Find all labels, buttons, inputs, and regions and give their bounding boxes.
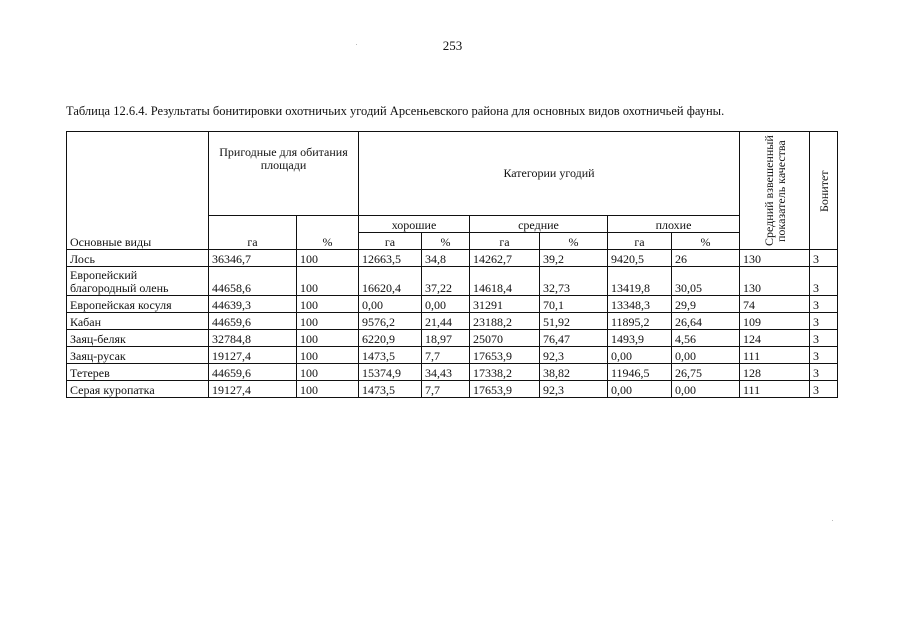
good-ha-cell: 12663,5	[359, 250, 422, 267]
medium-pct-cell: 92,3	[540, 381, 608, 398]
area-pct-cell: 100	[297, 347, 359, 364]
poor-ha-cell: 11895,2	[608, 313, 672, 330]
poor-pct-cell: 4,56	[672, 330, 740, 347]
good-pct-cell: 7,7	[422, 381, 470, 398]
poor-pct-cell: 30,05	[672, 267, 740, 296]
header-area-pct: %	[297, 216, 359, 250]
medium-pct-cell: 70,1	[540, 296, 608, 313]
poor-pct-cell: 26	[672, 250, 740, 267]
poor-ha-cell: 0,00	[608, 347, 672, 364]
scan-speck	[356, 44, 357, 45]
area-pct-cell: 100	[297, 364, 359, 381]
good-pct-cell: 7,7	[422, 347, 470, 364]
good-pct-cell: 34,43	[422, 364, 470, 381]
area-ha-cell: 44639,3	[209, 296, 297, 313]
medium-ha-cell: 25070	[470, 330, 540, 347]
area-ha-cell: 19127,4	[209, 381, 297, 398]
medium-pct-cell: 39,2	[540, 250, 608, 267]
avg-quality-cell: 124	[740, 330, 810, 347]
medium-ha-cell: 23188,2	[470, 313, 540, 330]
poor-pct-cell: 0,00	[672, 381, 740, 398]
good-ha-cell: 1473,5	[359, 347, 422, 364]
poor-ha-cell: 1493,9	[608, 330, 672, 347]
species-cell: Лось	[67, 250, 209, 267]
species-cell: Тетерев	[67, 364, 209, 381]
header-medium-pct: %	[540, 233, 608, 250]
good-ha-cell: 16620,4	[359, 267, 422, 296]
header-poor-ha: га	[608, 233, 672, 250]
header-species: Основные виды	[70, 235, 152, 249]
area-pct-cell: 100	[297, 313, 359, 330]
good-ha-cell: 15374,9	[359, 364, 422, 381]
medium-pct-cell: 38,82	[540, 364, 608, 381]
area-ha-cell: 36346,7	[209, 250, 297, 267]
table-row	[67, 364, 838, 381]
medium-pct-cell: 76,47	[540, 330, 608, 347]
table-row	[67, 296, 838, 313]
table-row	[67, 313, 838, 330]
medium-ha-cell: 17653,9	[470, 381, 540, 398]
header-bonitet: Бонитет	[816, 169, 831, 212]
good-pct-cell: 37,22	[422, 267, 470, 296]
species-cell: Европейский благородный олень	[67, 267, 209, 296]
avg-quality-cell: 130	[740, 250, 810, 267]
header-suitable-area: Пригодные для обитания площади	[209, 132, 359, 216]
poor-ha-cell: 9420,5	[608, 250, 672, 267]
area-pct-cell: 100	[297, 296, 359, 313]
good-pct-cell: 21,44	[422, 313, 470, 330]
table-row	[67, 381, 838, 398]
scan-speck	[832, 520, 833, 521]
species-cell: Кабан	[67, 313, 209, 330]
good-pct-cell: 0,00	[422, 296, 470, 313]
header-medium-ha: га	[470, 233, 540, 250]
bonitet-cell: 3	[810, 364, 838, 381]
header-medium: средние	[470, 216, 608, 233]
area-pct-cell: 100	[297, 330, 359, 347]
avg-quality-cell: 74	[740, 296, 810, 313]
header-poor: плохие	[608, 216, 740, 233]
area-ha-cell: 44659,6	[209, 313, 297, 330]
header-land-categories: Категории угодий	[359, 132, 740, 216]
avg-quality-cell: 111	[740, 347, 810, 364]
header-avg-quality: Средний взвешенный показатель качества	[761, 135, 788, 246]
species-cell: Заяц-русак	[67, 347, 209, 364]
medium-ha-cell: 14262,7	[470, 250, 540, 267]
header-bonitet-cell	[810, 132, 838, 250]
table-row	[67, 250, 838, 267]
table-row	[67, 267, 838, 296]
table-row	[67, 330, 838, 347]
poor-ha-cell: 11946,5	[608, 364, 672, 381]
bonitet-cell: 3	[810, 313, 838, 330]
header-avg-quality-cell	[740, 132, 810, 250]
poor-pct-cell: 29,9	[672, 296, 740, 313]
header-species-cell	[67, 132, 209, 250]
table-row	[67, 347, 838, 364]
bonitet-cell: 3	[810, 250, 838, 267]
bonitet-cell: 3	[810, 296, 838, 313]
poor-ha-cell: 0,00	[608, 381, 672, 398]
good-pct-cell: 34,8	[422, 250, 470, 267]
good-ha-cell: 6220,9	[359, 330, 422, 347]
area-pct-cell: 100	[297, 267, 359, 296]
poor-ha-cell: 13348,3	[608, 296, 672, 313]
avg-quality-cell: 130	[740, 267, 810, 296]
area-ha-cell: 44658,6	[209, 267, 297, 296]
avg-quality-cell: 128	[740, 364, 810, 381]
medium-pct-cell: 92,3	[540, 347, 608, 364]
medium-ha-cell: 17653,9	[470, 347, 540, 364]
species-cell: Заяц-беляк	[67, 330, 209, 347]
poor-pct-cell: 0,00	[672, 347, 740, 364]
area-ha-cell: 19127,4	[209, 347, 297, 364]
poor-pct-cell: 26,75	[672, 364, 740, 381]
medium-ha-cell: 14618,4	[470, 267, 540, 296]
header-good-pct: %	[422, 233, 470, 250]
bonitet-cell: 3	[810, 347, 838, 364]
medium-ha-cell: 31291	[470, 296, 540, 313]
header-poor-pct: %	[672, 233, 740, 250]
header-good: хорошие	[359, 216, 470, 233]
bonitet-cell: 3	[810, 267, 838, 296]
medium-ha-cell: 17338,2	[470, 364, 540, 381]
area-ha-cell: 44659,6	[209, 364, 297, 381]
avg-quality-cell: 109	[740, 313, 810, 330]
table-caption: Таблица 12.6.4. Результаты бонитировки охотничьих угодий Арсеньевского района для основных видов охотничьей фауны.	[66, 104, 725, 118]
poor-ha-cell: 13419,8	[608, 267, 672, 296]
bonitet-cell: 3	[810, 381, 838, 398]
species-cell: Серая куропатка	[67, 381, 209, 398]
good-ha-cell: 1473,5	[359, 381, 422, 398]
page-number: 253	[442, 38, 463, 53]
area-pct-cell: 100	[297, 381, 359, 398]
area-pct-cell: 100	[297, 250, 359, 267]
avg-quality-cell: 111	[740, 381, 810, 398]
medium-pct-cell: 51,92	[540, 313, 608, 330]
header-area-ha: га	[209, 216, 297, 250]
poor-pct-cell: 26,64	[672, 313, 740, 330]
good-ha-cell: 0,00	[359, 296, 422, 313]
species-cell: Европейская косуля	[67, 296, 209, 313]
good-pct-cell: 18,97	[422, 330, 470, 347]
bonitet-table	[66, 131, 838, 398]
header-good-ha: га	[359, 233, 422, 250]
area-ha-cell: 32784,8	[209, 330, 297, 347]
bonitet-cell: 3	[810, 330, 838, 347]
medium-pct-cell: 32,73	[540, 267, 608, 296]
good-ha-cell: 9576,2	[359, 313, 422, 330]
